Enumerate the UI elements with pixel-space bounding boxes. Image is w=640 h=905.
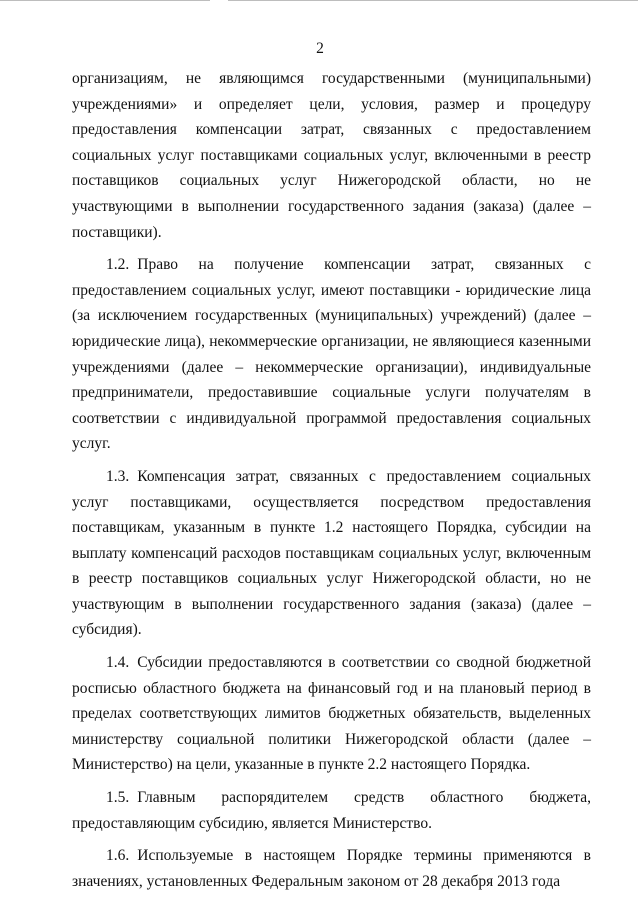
paragraph-number: 1.3. xyxy=(106,467,130,485)
scan-top-edge-left xyxy=(0,0,210,1)
paragraph-number: 1.6. xyxy=(106,847,130,865)
paragraph-number: 1.5. xyxy=(106,789,130,807)
paragraph-text: Субсидии предоставляются в соответствии со сводной бюджетной росписью областного бюджета на финансовый год и на плановый период в пределах соответствующих лимитов бюджетных обязательств, выделенных министерству социальной политики Нижегородской области (далее – Министерство) на цели, указанные в пункте 2.2 настоящего Порядка. xyxy=(72,654,591,774)
paragraph-text: Компенсация затрат, связанных с предоставлением социальных услуг поставщиками, осуществляется посредством предоставления поставщикам, указанным в пункте 1.2 настоящего Порядка, субсидии на выплату компенсаций расходов поставщикам социальных услуг, включенным в реестр поставщиков социальных услуг Нижегородской области, но не участвующим в выполнении государственного задания (заказа) (далее – субсидия). xyxy=(72,467,591,639)
paragraph-number: 1.4. xyxy=(106,654,130,672)
paragraph-1-1-continuation xyxy=(72,66,591,245)
paragraph-1-6 xyxy=(72,843,591,894)
paragraph-number: 1.2. xyxy=(106,256,130,274)
paragraph-text: Право на получение компенсации затрат, связанных с предоставлением социальных услуг, имеют поставщики - юридические лица (за исключением государственных (муниципальных) учреждений) (далее – юридические лица), некоммерческие организации, не являющиеся казенными учреждениями (далее – некоммерческие организации), индивидуальные предприниматели, предоставившие социальные услуги получателям в соответствии с индивидуальной программой предоставления социальных услуг. xyxy=(72,256,591,453)
paragraph-1-4 xyxy=(72,650,591,778)
paragraph-text: организациям, не являющимся государственными (муниципальными) учреждениями» и определяет цели, условия, размер и процедуру предоставления компенсации затрат, связанных с предоставлением социальных услуг поставщиками социальных услуг, включенными в реестр поставщиков социальных услуг Нижегородской области, но не участвующими в выполнении государственного задания (заказа) (далее – поставщики). xyxy=(72,70,591,241)
scan-top-edge-right xyxy=(228,0,638,1)
paragraph-text: Используемые в настоящем Порядке термины применяются в значениях, установленных Федеральным законом от 28 декабря 2013 года xyxy=(72,847,591,890)
paragraph-text: Главным распорядителем средств областного бюджета, предоставляющим субсидию, является Министерство. xyxy=(72,789,591,832)
paragraph-1-2 xyxy=(72,252,591,457)
paragraph-1-5 xyxy=(72,785,591,836)
page-number: 2 xyxy=(316,40,324,57)
document-body xyxy=(72,66,591,901)
paragraph-1-3 xyxy=(72,464,591,643)
